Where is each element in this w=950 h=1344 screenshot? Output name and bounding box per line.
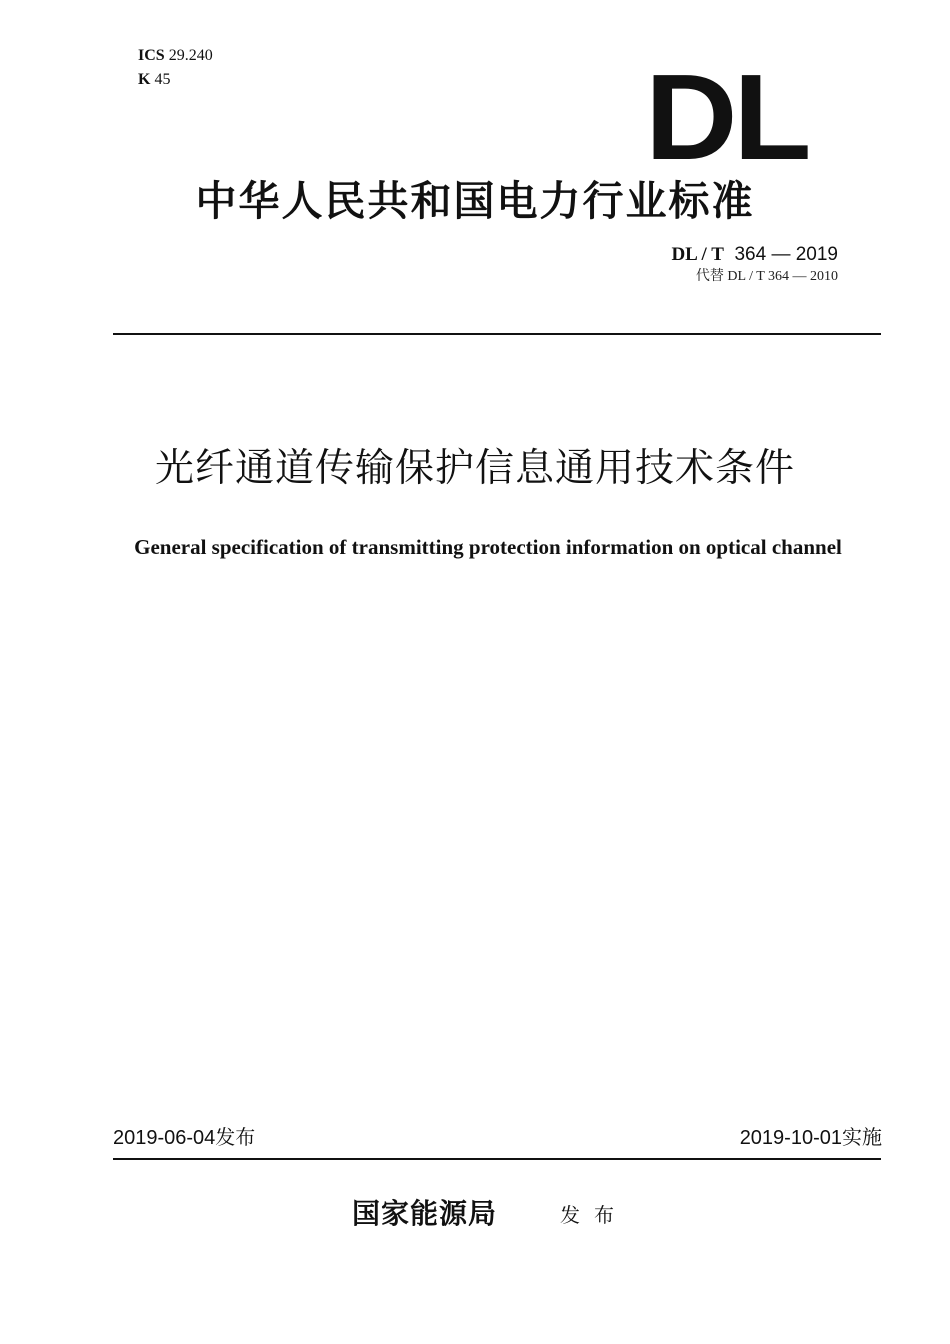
standard-title: 中华人民共和国电力行业标准 [195, 177, 755, 225]
ics-label: ICS [138, 47, 165, 64]
classification-block [138, 44, 213, 92]
title-english: General specification of transmitting protection information on optical channel [134, 535, 842, 559]
bottom-divider [113, 1158, 881, 1160]
ics-line [138, 44, 213, 68]
replaces-code: 代替 DL / T 364 — 2010 [695, 269, 838, 284]
title-chinese: 光纤通道传输保护信息通用技术条件 [154, 446, 795, 491]
dl-logo: DL [645, 49, 808, 185]
effective-date: 2019-10-01实施 [739, 1127, 882, 1149]
category-value: 45 [154, 71, 171, 88]
code-prefix: DL / T [671, 244, 724, 265]
standard-code-block [671, 242, 838, 286]
publish-label: 发布 [560, 1203, 628, 1227]
ics-value: 29.240 [168, 47, 213, 64]
issue-date: 2019-06-04发布 [113, 1127, 256, 1149]
top-divider [113, 333, 881, 335]
publisher: 国家能源局 [352, 1197, 498, 1230]
category-label: K [138, 71, 151, 88]
category-line [138, 68, 213, 92]
code-number: 364 — 2019 [734, 244, 838, 265]
standard-code [671, 242, 838, 268]
